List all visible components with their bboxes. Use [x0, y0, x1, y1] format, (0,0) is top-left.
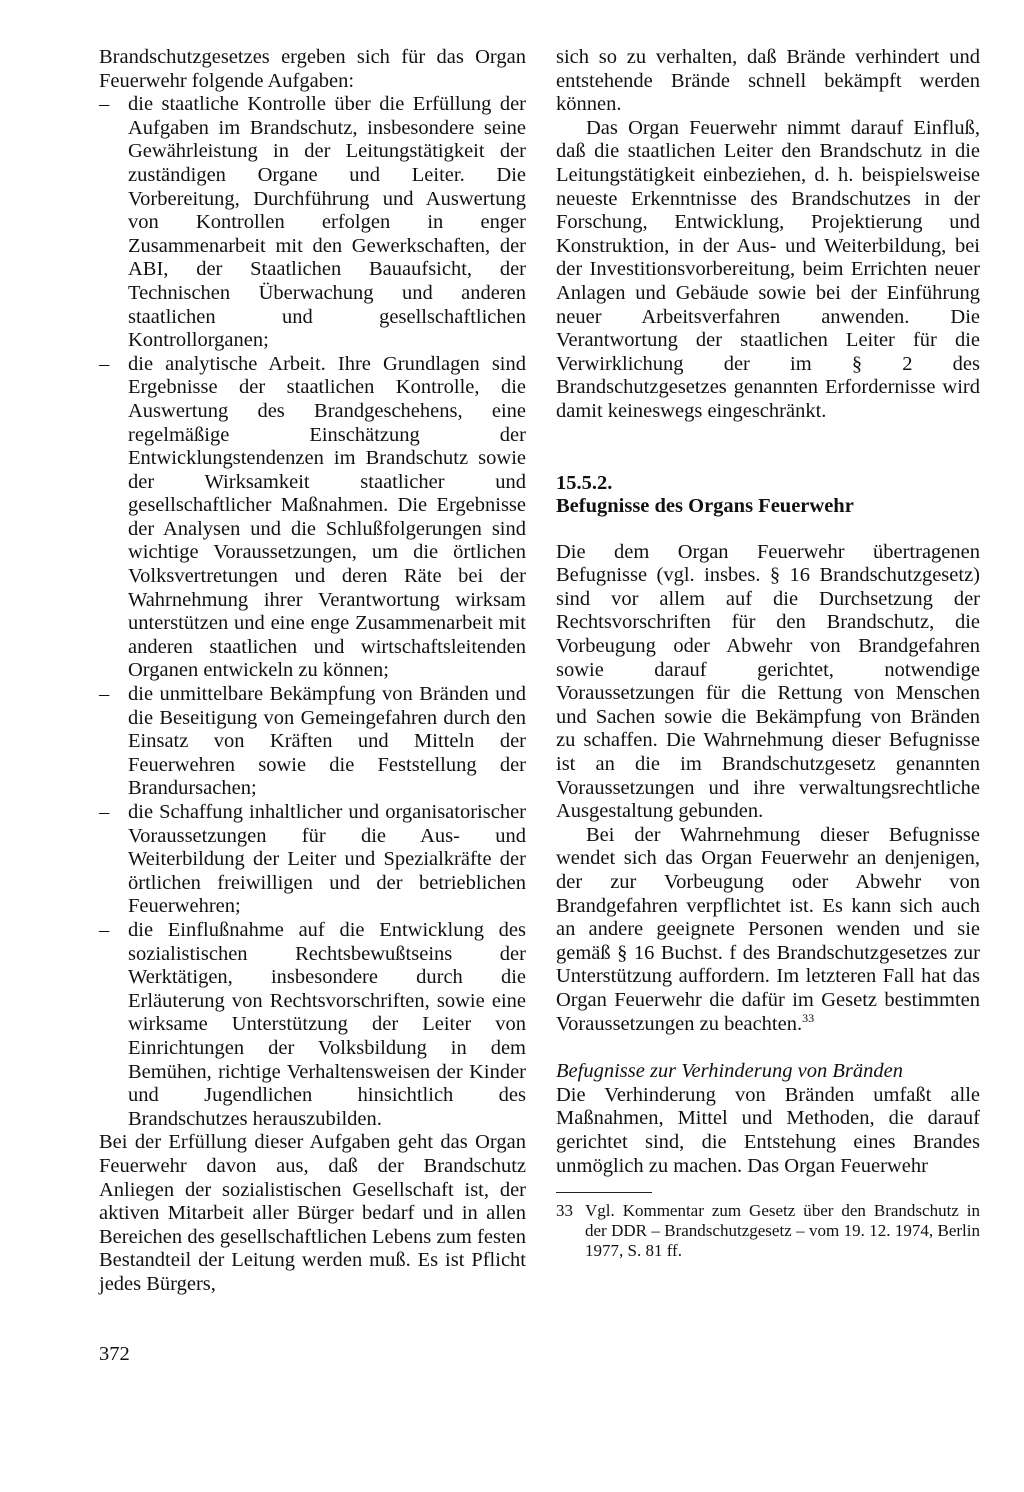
footnote-reference: 33	[802, 1010, 815, 1025]
section-title: Befugnisse des Organs Feuerwehr	[556, 495, 854, 518]
body-paragraph: Die Verhinderung von Bränden umfaßt alle Maßnahmen, Mittel und Methoden, die darauf gerichtet sind, die Entstehung eines Brandes unmöglich zu machen. Das Organ Feuerwehr	[556, 1083, 980, 1177]
footnote-divider	[556, 1192, 652, 1193]
list-item: – die Schaffung inhaltlicher und organisatorischer Voraussetzungen für die Aus- und Weiterbildung der Leiter und Spezialkräfte der örtlichen freiwilligen und der betrieblichen Feuerwehren;	[99, 801, 526, 919]
section-number: 15.5.2.	[556, 471, 613, 494]
left-column	[99, 46, 526, 1296]
list-item: – die analytische Arbeit. Ihre Grundlagen sind Ergebnisse der staatlichen Kontrolle, die Auswertung des Brandgeschehens, eine regelmäßige Einschätzung der Entwicklungstendenzen im Brandschutz sowie der Wirksamkeit staatlicher und gesellschaftlicher Maßnahmen. Die Ergebnisse der Analysen und die Schlußfolgerungen sind wichtige Voraussetzungen, um die örtlichen Volksvertretungen und deren Räte bei der Wahrnehmung ihrer Verantwortung wirksam unterstützen und eine enge Zusammenarbeit mit anderen staatlichen und wirtschaftsleitenden Organen entwickeln zu können;	[99, 353, 526, 683]
list-item: – die Einflußnahme auf die Entwicklung des sozialistischen Rechtsbewußtseins der Werktätigen, insbesondere durch die Erläuterung von Rechtsvorschriften, sowie eine wirksame Unterstützung der Leiter von Einrichtungen der Volksbildung in dem Bemühen, richtige Verhaltensweisen der Kinder und Jugendlichen hinsichtlich des Brandschutzes herauszubilden.	[99, 919, 526, 1131]
body-paragraph	[556, 824, 980, 1036]
list-item: – die staatliche Kontrolle über die Erfüllung der Aufgaben im Brandschutz, insbesondere seine Gewährleistung in der Leitungstätigkeit der zuständigen Organe und Leiter. Die Vorbereitung, Durchführung und Auswertung von Kontrollen erfolgen in enger Zusammenarbeit mit den Gewerkschaften, der ABI, der Staatlichen Bauaufsicht, der Technischen Überwachung und anderen staatlichen und gesellschaftlichen Kontrollorganen;	[99, 93, 526, 353]
footnote-number: 33	[556, 1201, 573, 1221]
footnote	[556, 1201, 980, 1261]
continuation-paragraph: sich so zu verhalten, daß Brände verhindert und entstehende Brände schnell bekämpft werden können.	[556, 46, 980, 116]
closing-paragraph: Bei der Erfüllung dieser Aufgaben geht das Organ Feuerwehr davon aus, daß der Brandschutz Anliegen der sozialistischen Gesellschaft ist, der aktiven Mitarbeit aller Bürger bedarf und in allen Bereichen des gesellschaftlichen Lebens zum festen Bestandteil der Leitung werden muß. Es ist Pflicht jedes Bürgers,	[99, 1131, 526, 1295]
intro-paragraph: Brandschutzgesetzes ergeben sich für das Organ Feuerwehr folgende Aufgaben:	[99, 46, 526, 92]
page-number: 372	[99, 1343, 130, 1365]
subheading: Befugnisse zur Verhinderung von Bränden	[556, 1060, 903, 1083]
footnote-text: Vgl. Kommentar zum Gesetz über den Brandschutz in der DDR – Brandschutzgesetz – vom 19. 12. 1974, Berlin 1977, S. 81 ff.	[585, 1201, 980, 1261]
body-paragraph: Das Organ Feuerwehr nimmt darauf Einfluß, daß die staatlichen Leiter den Brandschutz in die Leitungstätigkeit einbeziehen, d. h. beispielsweise neueste Erkenntnisse des Brandschutzes in der Forschung, Entwicklung, Projektierung und Konstruktion, in der Aus- und Weiterbildung, bei der Investitionsvorbereitung, beim Errichten neuer Anlagen und Gebäude sowie bei der Einführung neuer Arbeitsverfahren anwenden. Die Verantwortung der staatlichen Leiter für die Verwirklichung der im § 2 des Brandschutzgesetzes genannten Erfordernisse wird damit keineswegs eingeschränkt.	[556, 116, 980, 422]
paragraph-text: Bei der Wahrnehmung dieser Befugnisse wendet sich das Organ Feuerwehr an denjenigen, der zur Vorbeugung oder Abwehr von Brandgefahren verpflichtet ist. Es kann sich auch an andere geeignete Personen wenden und sie gemäß § 16 Buchst. f des Brandschutzgesetzes zur Unterstützung auffordern. Im letzteren Fall hat das Organ Feuerwehr die dafür im Gesetz bestimmten Voraussetzungen zu beachten.	[556, 823, 980, 1035]
list-item: – die unmittelbare Bekämpfung von Bränden und die Beseitigung von Gemeingefahren durch den Einsatz von Kräften und Mitteln der Feuerwehren sowie die Feststellung der Brandursachen;	[99, 683, 526, 801]
right-column	[556, 46, 980, 1261]
body-paragraph: Die dem Organ Feuerwehr übertragenen Befugnisse (vgl. insbes. § 16 Brandschutzgesetz) sind vor allem auf die Durchsetzung der Rechtsvorschriften für den Brandschutz, die Vorbeugung oder Abwehr von Brandgefahren sowie darauf gerichtet, notwendige Voraussetzungen für die Rettung von Menschen und Sachen sowie die Bekämpfung von Bränden zu schaffen. Die Wahrnehmung dieser Befugnisse ist an die im Brandschutzgesetz genannten Voraussetzungen und ihre verwaltungsrechtliche Ausgestaltung gebunden.	[556, 540, 980, 823]
task-list	[99, 93, 526, 1131]
